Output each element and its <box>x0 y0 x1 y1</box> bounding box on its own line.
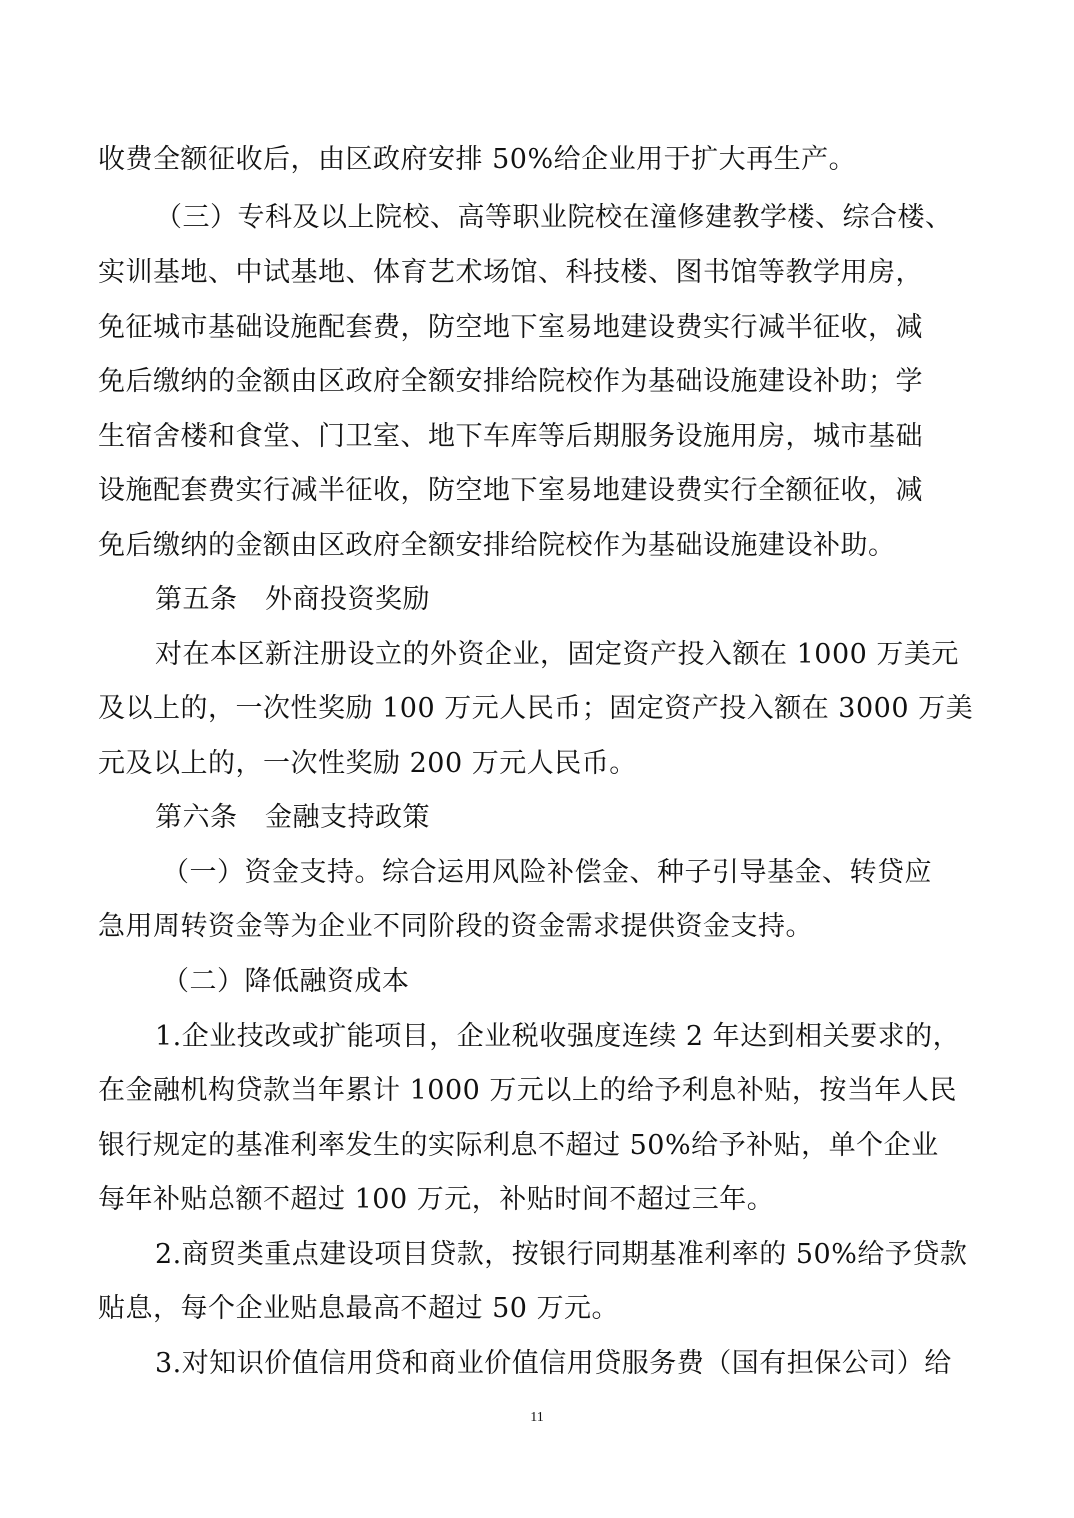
text-line: 免征城市基础设施配套费，防空地下室易地建设费实行减半征收，减 <box>98 312 923 343</box>
text-line: 收费全额征收后，由区政府安排 50%给企业用于扩大再生产。 <box>98 144 857 175</box>
text-line: 及以上的，一次性奖励 100 万元人民币；固定资产投入额在 3000 万美 <box>98 693 974 724</box>
text-line: 元及以上的，一次性奖励 200 万元人民币。 <box>98 748 637 779</box>
text-line: 1.企业技改或扩能项目，企业税收强度连续 2 年达到相关要求的， <box>155 1021 961 1052</box>
text-line: 在金融机构贷款当年累计 1000 万元以上的给予利息补贴，按当年人民 <box>98 1075 957 1106</box>
text-line: 贴息，每个企业贴息最高不超过 50 万元。 <box>98 1293 620 1324</box>
text-line: 设施配套费实行减半征收，防空地下室易地建设费实行全额征收，减 <box>98 475 923 506</box>
text-line: 银行规定的基准利率发生的实际利息不超过 50%给予补贴，单个企业 <box>98 1130 939 1161</box>
text-line: 3.对知识价值信用贷和商业价值信用贷服务费（国有担保公司）给 <box>155 1348 952 1379</box>
text-line: （一）资金支持。综合运用风险补偿金、种子引导基金、转贷应 <box>162 857 932 888</box>
section-heading: 第五条 外商投资奖励 <box>155 584 430 615</box>
text-line: 实训基地、中试基地、体育艺术场馆、科技楼、图书馆等教学用房， <box>98 257 923 288</box>
text-line: （二）降低融资成本 <box>162 966 410 997</box>
text-line: 急用周转资金等为企业不同阶段的资金需求提供资金支持。 <box>98 911 813 942</box>
text-line: 每年补贴总额不超过 100 万元，补贴时间不超过三年。 <box>98 1184 775 1215</box>
section-heading: 第六条 金融支持政策 <box>155 802 430 833</box>
text-line: 免后缴纳的金额由区政府全额安排给院校作为基础设施建设补助；学 <box>98 366 923 397</box>
page-number: 11 <box>530 1410 544 1425</box>
text-line: 对在本区新注册设立的外资企业，固定资产投入额在 1000 万美元 <box>155 639 959 670</box>
text-line: 生宿舍楼和食堂、门卫室、地下车库等后期服务设施用房，城市基础 <box>98 421 923 452</box>
text-line: 2.商贸类重点建设项目贷款，按银行同期基准利率的 50%给予贷款 <box>155 1239 968 1270</box>
text-line: （三）专科及以上院校、高等职业院校在潼修建教学楼、综合楼、 <box>155 202 953 233</box>
text-line: 免后缴纳的金额由区政府全额安排给院校作为基础设施建设补助。 <box>98 530 896 561</box>
